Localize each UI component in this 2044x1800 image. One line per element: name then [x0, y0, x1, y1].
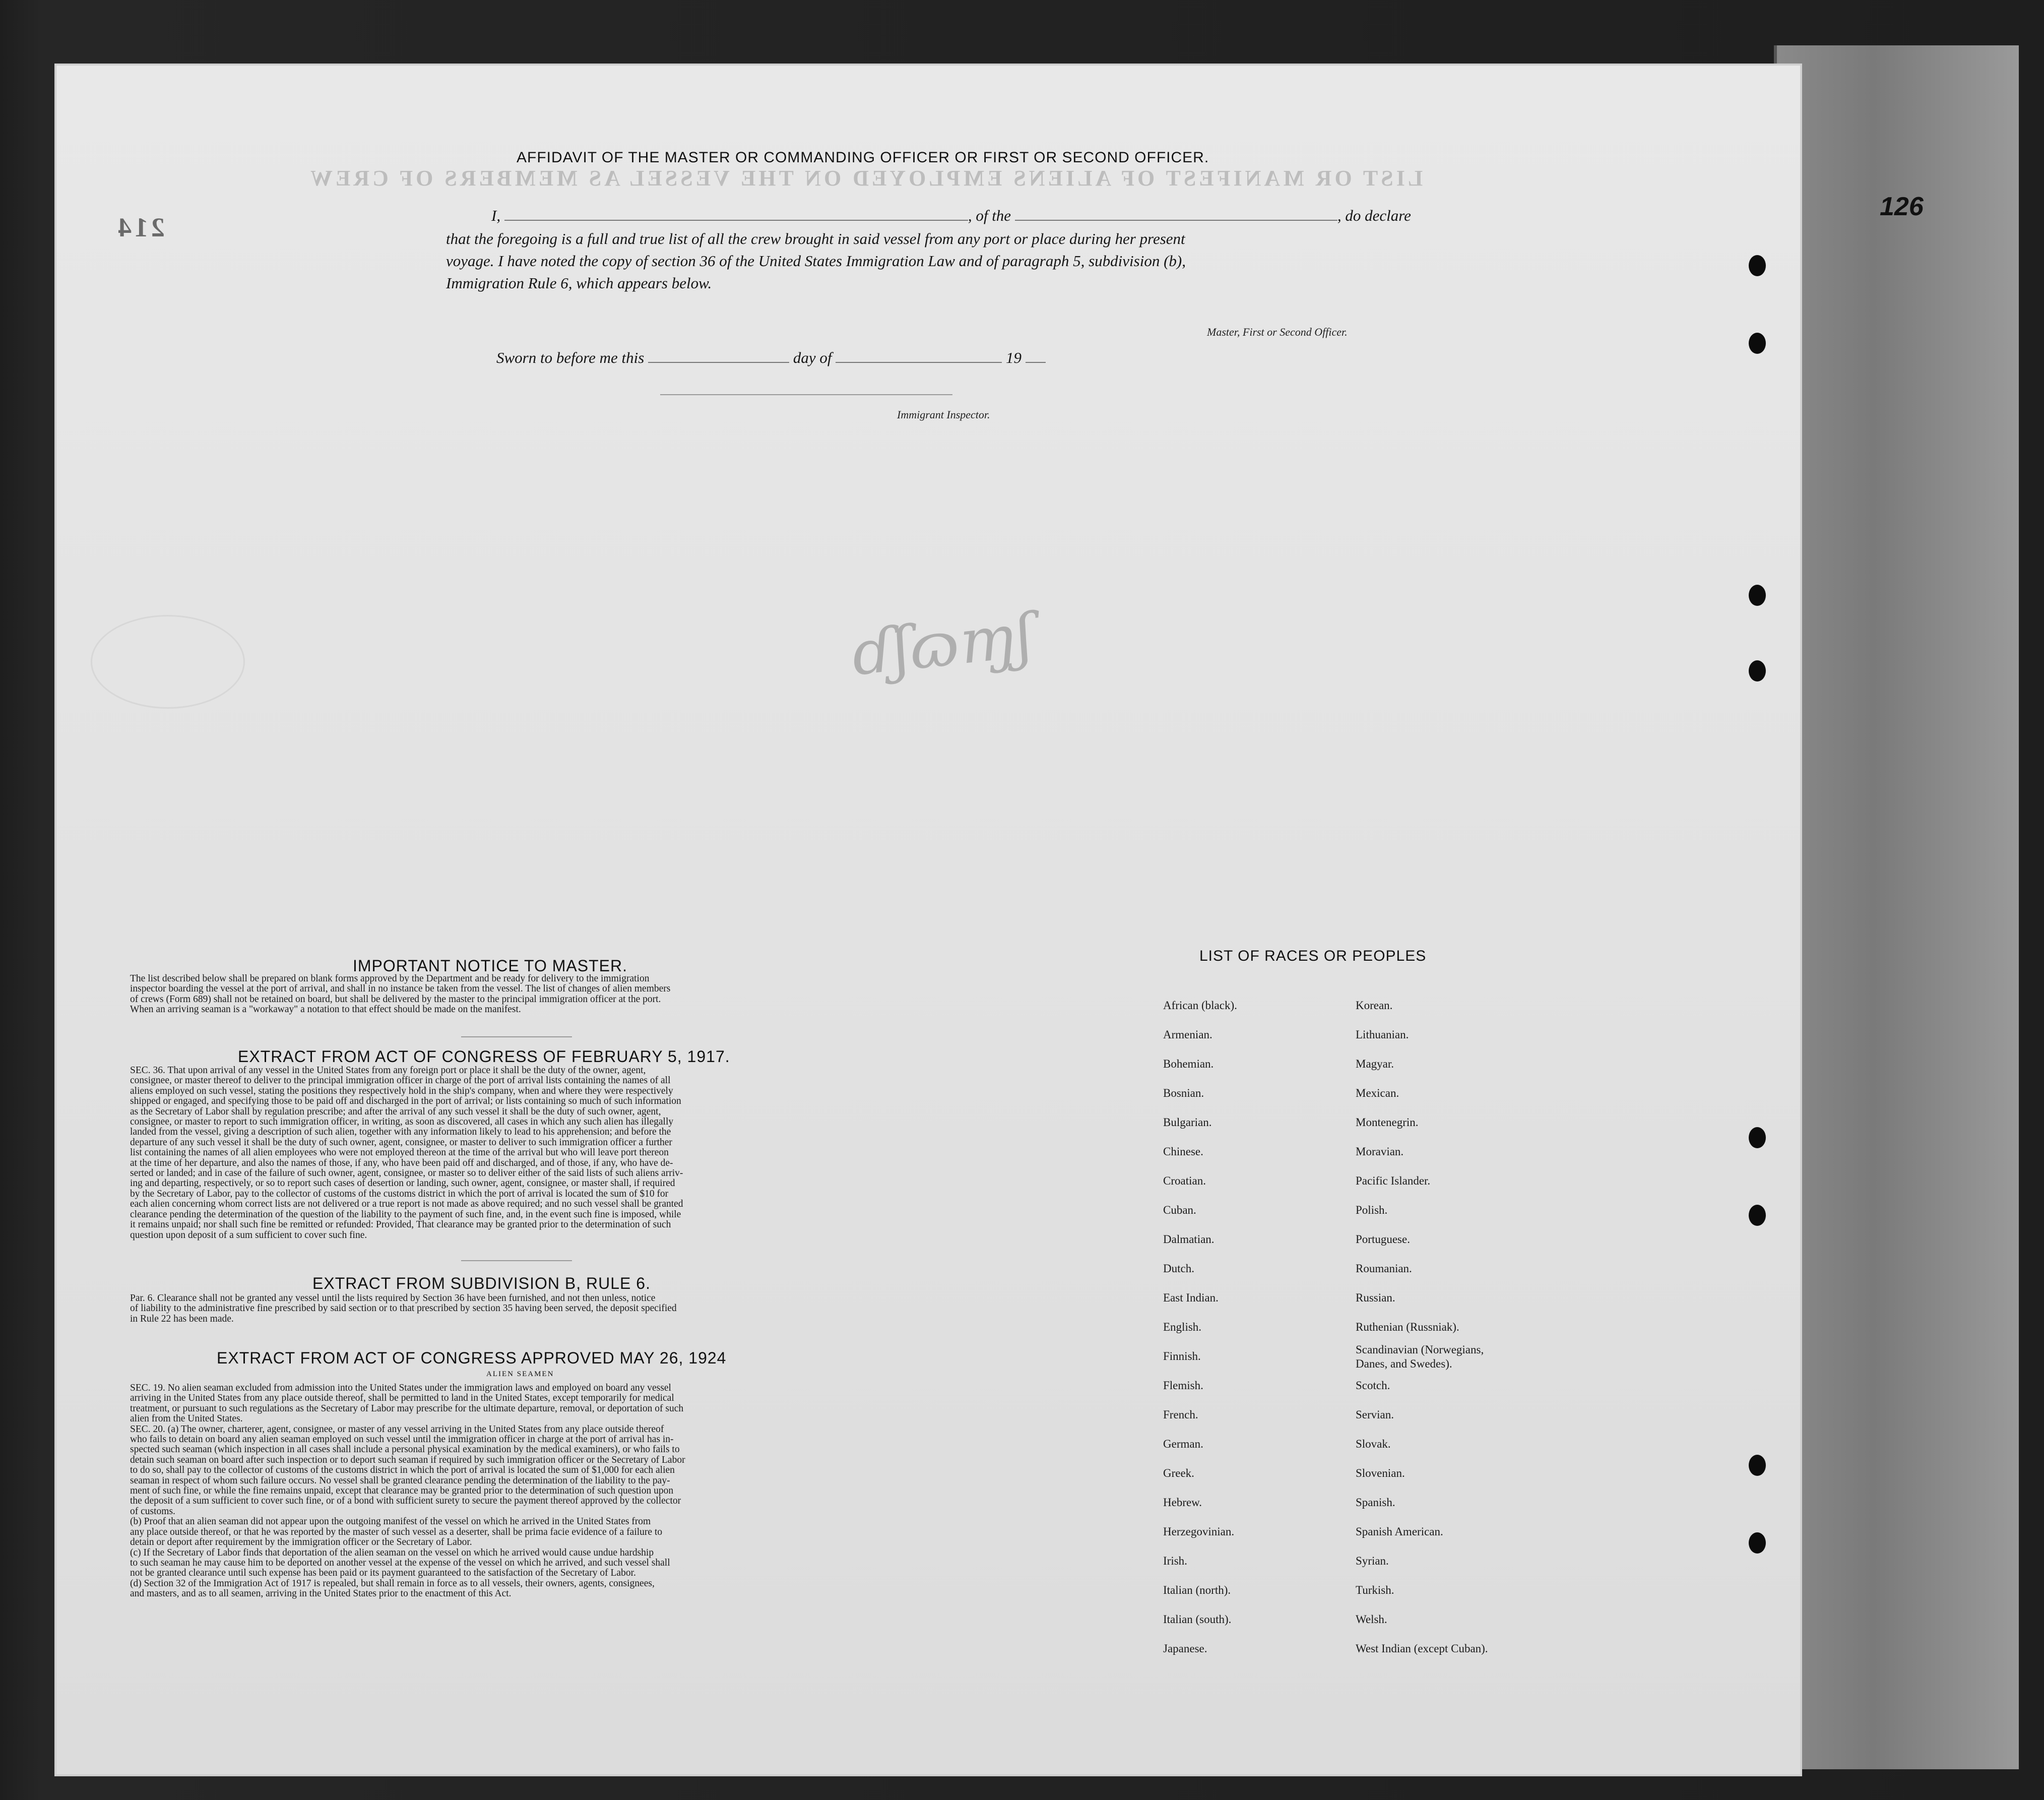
rule-6-text: Par. 6. Clearance shall not be granted any vessel until the lists required by Section 36 have been furnished, and not then unless, notice of liability to the administrative fine prescribed by said section or to that prescribed by section 35 having been served, the deposit specified in Rule 22 has been made. — [130, 1293, 677, 1324]
affidavit-text-line: that the foregoing is a full and true list of all the crew brought in said vessel from any port or place during her present — [446, 230, 1185, 247]
section-divider — [461, 1036, 572, 1037]
punch-hole — [1749, 1532, 1766, 1554]
punch-hole — [1749, 1127, 1766, 1148]
affidavit-text-line: voyage. I have noted the copy of section 36 of the United States Immigration Law and of paragraph 5, subdivision (b), — [446, 252, 1186, 270]
race-item: Servian. — [1356, 1408, 1394, 1421]
year-prefix: 19 — [1005, 349, 1021, 366]
race-item: Dalmatian. — [1163, 1233, 1215, 1246]
notice-heading: IMPORTANT NOTICE TO MASTER. — [353, 957, 627, 975]
race-item: Lithuanian. — [1356, 1028, 1409, 1041]
page-number: 126 — [1880, 192, 1924, 221]
punch-hole — [1749, 1205, 1766, 1226]
race-item: Welsh. — [1356, 1613, 1387, 1626]
race-item: Moravian. — [1356, 1145, 1404, 1158]
race-item: Russian. — [1356, 1291, 1395, 1304]
officer-signature-caption: Master, First or Second Officer. — [1207, 326, 1348, 338]
race-item: African (black). — [1163, 999, 1237, 1012]
name-blank — [504, 220, 968, 221]
race-item: Mexican. — [1356, 1087, 1399, 1099]
race-item: Scotch. — [1356, 1379, 1390, 1392]
race-item: English. — [1163, 1321, 1202, 1333]
affidavit-declaration-line — [491, 207, 1411, 225]
race-item: Cuban. — [1163, 1204, 1196, 1216]
day-of: day of — [793, 349, 832, 366]
affidavit-do-declare: , do declare — [1337, 207, 1411, 224]
race-item: Greek. — [1163, 1467, 1194, 1479]
rule-6-heading: EXTRACT FROM SUBDIVISION B, RULE 6. — [312, 1274, 651, 1292]
alien-seamen-subheading: ALIEN SEAMEN — [486, 1370, 554, 1378]
race-item: Italian (south). — [1163, 1613, 1232, 1626]
race-item: Dutch. — [1163, 1262, 1194, 1275]
race-item: Hebrew. — [1163, 1496, 1202, 1509]
inspector-signature-line — [660, 394, 952, 395]
race-item: Bulgarian. — [1163, 1116, 1212, 1129]
race-item: Herzegovinian. — [1163, 1525, 1235, 1538]
act-1917-text: SEC. 36. That upon arrival of any vessel in the United States from any foreign port or place it shall be the duty of the owner, agent, consignee, or master thereof to deliver to the principal immigration officer in charge of the port of arrival lists containing the names of all aliens employed on such vessel, stating the positions they respectively hold in the ship's company, when and where they were respectively shipped or engaged, and specifying those to be paid off and discharged in the port of arrival; or lists containing so much of such information as the Secretary of Labor shall by regulation prescribe; and after the arrival of any such vessel it shall be the duty of such owner, agent, consignee, or master to report to such immigration officer, in writing, as soon as discovered, all cases in which any such alien has illegally landed from the vessel, giving a description of such alien, together with any information likely to lead to his apprehension; and before the departure of any such vessel it shall be the duty of such owner, agent, consignee, or master to deliver to such immigration officer a further list containing the names of all alien employees who were not employed thereon at the time of the arrival but who will leave port thereon at the time of her departure, and also the names of those, if any, who have been paid off and discharged, and of those, if any, who have de- serted or landed; and in case of the failure of such owner, agent, consignee, or master so to deliver either of the said lists of such aliens arriv- ing and departing, respectively, or so to report such cases of desertion or landing, such owner, agent, consignee, or master shall, if required by the Secretary of Labor, pay to the collector of customs of the customs district in which the port of arrival is located the sum of $10 for each alien concerning whom correct lists are not delivered or a true report is not made as above required; and no such vessel shall be granted clearance pending the determination of the question of the liability to the payment of such fine, and, in the event such fine is imposed, while it remains unpaid; nor shall such fine be remitted or refunded: Provided, That clearance may be granted prior to the determination of such question upon deposit of a sum sufficient to cover such fine. — [130, 1065, 683, 1240]
race-item: Magyar. — [1356, 1058, 1394, 1070]
punch-hole — [1749, 585, 1766, 606]
year-blank — [1026, 362, 1046, 363]
race-item: German. — [1163, 1438, 1203, 1450]
race-item: Scandinavian (Norwegians, Danes, and Swedes). — [1356, 1343, 1484, 1370]
race-item: East Indian. — [1163, 1291, 1219, 1304]
section-divider — [461, 1260, 572, 1261]
race-item: Flemish. — [1163, 1379, 1203, 1392]
race-item: Turkish. — [1356, 1584, 1394, 1596]
race-item: Spanish. — [1356, 1496, 1395, 1509]
affidavit-title: AFFIDAVIT OF THE MASTER OR COMMANDING OFFICER OR FIRST OR SECOND OFFICER. — [517, 149, 1209, 166]
race-item: Chinese. — [1163, 1145, 1203, 1158]
day-blank — [648, 362, 789, 363]
race-item: Bosnian. — [1163, 1087, 1204, 1099]
race-item: French. — [1163, 1408, 1198, 1421]
punch-hole — [1749, 333, 1766, 354]
vessel-blank — [1015, 220, 1337, 221]
affidavit-text-line: Immigration Rule 6, which appears below. — [446, 274, 712, 292]
races-heading: LIST OF RACES OR PEOPLES — [1199, 948, 1427, 964]
race-item: Pacific Islander. — [1356, 1174, 1431, 1187]
race-item: Ruthenian (Russniak). — [1356, 1321, 1459, 1333]
race-item: Spanish American. — [1356, 1525, 1443, 1538]
ghost-stamp — [91, 615, 245, 709]
bleed-through-header: LIST OR MANIFEST OF ALIENS EMPLOYED ON THE VESSEL AS MEMBERS OF CREW — [307, 166, 1423, 191]
race-item: Montenegrin. — [1356, 1116, 1419, 1129]
punch-hole — [1749, 255, 1766, 276]
affidavit-of-the: , of the — [968, 207, 1011, 224]
punch-hole — [1749, 1455, 1766, 1476]
race-item: Japanese. — [1163, 1642, 1207, 1655]
race-item: West Indian (except Cuban). — [1356, 1642, 1488, 1655]
race-item: Italian (north). — [1163, 1584, 1231, 1596]
race-item: Slovak. — [1356, 1438, 1391, 1450]
race-item: Portuguese. — [1356, 1233, 1410, 1246]
race-item: Polish. — [1356, 1204, 1388, 1216]
act-1924-text: SEC. 19. No alien seaman excluded from admission into the United States under the immigration laws and employed on board any vessel arriving in the United States from any place outside thereof, shall be permitted to land in the United States, except temporarily for medical treatment, or pursuant to such regulations as the Secretary of Labor may prescribe for the ultimate departure, removal, or deportation of such alien from the United States. SEC. 20. (a) The owner, charterer, agent, consignee, or master of any vessel arriving in the United States from any place outside thereof who fails to detain on board any alien seaman employed on such vessel until the immigration officer in charge at the port of arrival has in- spected such seaman (which inspection in all cases shall include a personal physical examination by the medical examiners), or who fails to detain such seaman on board after such inspection or to deport such seaman if required by such immigration officer or the Secretary of Labor to do so, shall pay to the collector of customs of the customs district in which the port of arrival is located the sum of $1,000 for each alien seaman in respect of whom such failure occurs. No vessel shall be granted clearance pending the determination of the liability to the pay- ment of such fine, or while the fine remains unpaid, except that clearance may be granted prior to the determination of such question upon the deposit of a sum sufficient to cover such fine, or of a bond with sufficient surety to secure the payment thereof approved by the collector of customs. (b) Proof that an alien seaman did not appear upon the outgoing manifest of the vessel on which he arrived in the United States from any place outside thereof, or that he was reported by the master of such vessel as a deserter, shall be prima facie evidence of a failure to detain or deport after requirement by the immigration officer or the Secretary of Labor. (c) If the Secretary of Labor finds that deportation of the alien seaman on the vessel on which he arrived would cause undue hardship to such seaman he may cause him to be deported on another vessel at the expense of the vessel on which he arrived, and such vessel shall not be granted clearance until such expense has been paid or its payment guaranteed to the satisfaction of the Secretary of Labor. (d) Section 32 of the Immigration Act of 1917 is repealed, but shall remain in force as to all vessels, their owners, agents, consignees, and masters, and as to all seamen, arriving in the United States prior to the enactment of this Act. — [130, 1383, 685, 1599]
month-blank — [836, 362, 1002, 363]
underlying-sheet — [1774, 45, 2019, 1769]
act-1924-heading: EXTRACT FROM ACT OF CONGRESS APPROVED MAY 26, 1924 — [217, 1349, 727, 1367]
race-item: Bohemian. — [1163, 1058, 1214, 1070]
sworn-line — [496, 349, 1046, 367]
race-item: Finnish. — [1163, 1350, 1201, 1362]
notice-text: The list described below shall be prepared on blank forms approved by the Department and be ready for delivery to the immigration inspector boarding the vessel at the port of arrival, and shall in no instance be taken from the vessel. The list of changes of alien members of crews (Form 689) shall not be retained on board, but shall be delivered by the master to the principal immigration officer at the port. When an arriving seaman is a "workaway" a notation to that effect should be made on the manifest. — [130, 973, 671, 1015]
sworn-before: Sworn to before me this — [496, 349, 645, 366]
race-item: Armenian. — [1163, 1028, 1212, 1041]
act-1917-heading: EXTRACT FROM ACT OF CONGRESS OF FEBRUARY 5, 1917. — [238, 1047, 730, 1066]
bleed-through-mark: 214 — [115, 212, 165, 242]
affidavit-i: I, — [491, 207, 501, 224]
race-item: Croatian. — [1163, 1174, 1206, 1187]
race-item: Irish. — [1163, 1555, 1187, 1567]
race-item: Syrian. — [1356, 1555, 1389, 1567]
ghost-signature: ɗʃɷɱʃ — [848, 600, 1036, 690]
punch-hole — [1749, 660, 1766, 681]
race-item: Korean. — [1356, 999, 1393, 1012]
race-item: Slovenian. — [1356, 1467, 1405, 1479]
race-item: Roumanian. — [1356, 1262, 1412, 1275]
inspector-caption: Immigrant Inspector. — [897, 408, 990, 421]
